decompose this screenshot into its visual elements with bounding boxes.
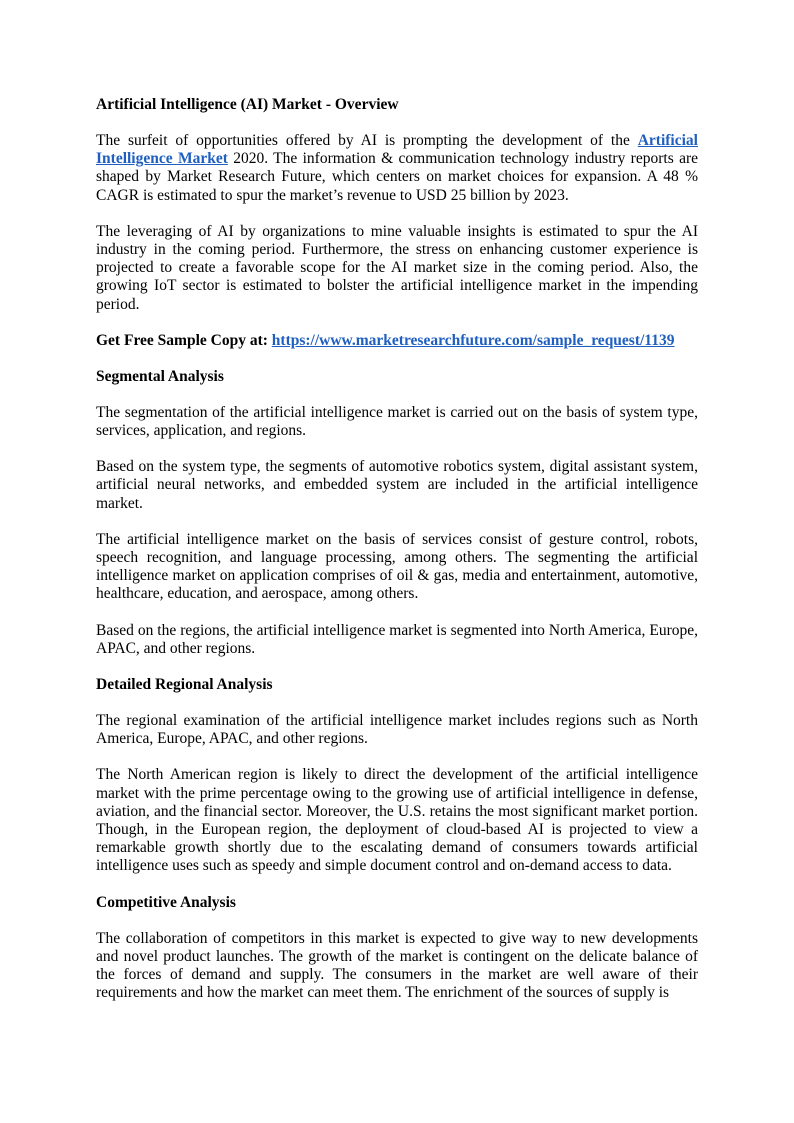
market-report-link[interactable]: Artificial Intelligence Market (96, 132, 698, 168)
segmental-paragraph-1: The segmentation of the artificial intelligence market is carried out on the basis of system type, services, application, and regions. (96, 403, 698, 440)
regional-paragraph-2: The North American region is likely to direct the development of the artificial intelligence market with the prime percentage owing to the growing use of artificial intelligence in defense, aviation, and the financial sector. Moreover, the U.S. retains the most significant market portion. Though, in the European region, the deployment of cloud-based AI is projected to view a remarkable growth shortly due to the escalating demand of consumers towards artificial intelligence uses such as speedy and simple document control and on-demand access to data. (96, 766, 698, 875)
competitive-paragraph-1: The collaboration of competitors in this market is expected to give way to new developments and novel product launches. The growth of the market is contingent on the delicate balance of the forces of demand and supply. The consumers in the market are well aware of their requirements and how the market can meet them. The enrichment of the sources of supply is (96, 929, 698, 1002)
intro-text-after-link: 2020. The information & communication technology industry reports are shaped by Market Research Future, which centers on market choices for expansion. A 48 % CAGR is estimated to spur the market’s revenue to USD 25 billion by 2023. (96, 150, 698, 204)
intro-text-before-link: The surfeit of opportunities offered by AI is prompting the development of the (96, 132, 638, 149)
segmental-paragraph-3: The artificial intelligence market on the basis of services consist of gesture control, robots, speech recognition, and language processing, among others. The segmenting the artificial intelligence market on application comprises of oil & gas, media and entertainment, automotive, healthcare, education, and aerospace, among others. (96, 530, 698, 603)
segmental-analysis-heading: Segmental Analysis (96, 367, 224, 385)
sample-copy-line (96, 332, 698, 350)
intro-paragraph (96, 132, 698, 205)
competitive-analysis-heading: Competitive Analysis (96, 893, 236, 911)
segmental-paragraph-2: Based on the system type, the segments of automotive robotics system, digital assistant system, artificial neural networks, and embedded system are included in the artificial intelligence market. (96, 458, 698, 512)
regional-analysis-heading: Detailed Regional Analysis (96, 676, 273, 694)
document-title: Artificial Intelligence (AI) Market - Overview (96, 96, 399, 113)
regional-paragraph-1: The regional examination of the artificial intelligence market includes regions such as North America, Europe, APAC, and other regions. (96, 712, 698, 748)
segmental-paragraph-4: Based on the regions, the artificial intelligence market is segmented into North America, Europe, APAC, and other regions. (96, 621, 698, 657)
sample-copy-label: Get Free Sample Copy at: (96, 331, 272, 349)
leveraging-paragraph: The leveraging of AI by organizations to mine valuable insights is estimated to spur the AI industry in the coming period. Furthermore, the stress on enhancing customer experience is projected to create a favorable scope for the AI market size in the coming period. Also, the growing IoT sector is estimated to bolster the artificial intelligence market in the impending period. (96, 222, 698, 313)
sample-request-link[interactable]: https://www.marketresearchfuture.com/sample_request/1139 (271, 331, 675, 349)
document-page (96, 96, 698, 1021)
